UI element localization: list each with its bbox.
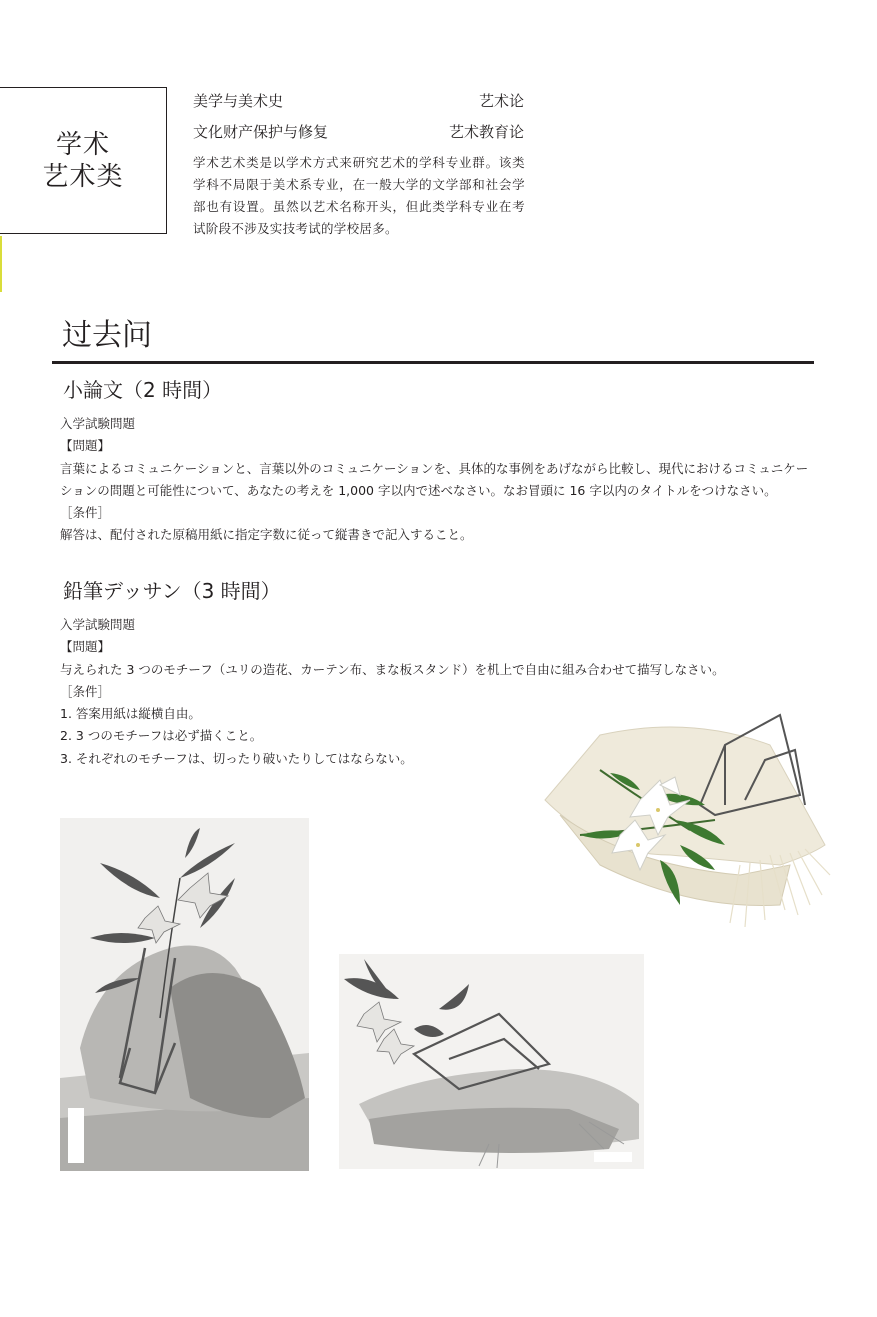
essay-line: 【問題】 [60,438,111,454]
drawing-line: 入学試験問題 [60,617,136,632]
drawing-line: ［条件］ [60,683,111,699]
section-divider [52,361,814,364]
essay-line: 言葉によるコミュニケーションと、言葉以外のコミュニケーションを、具体的な事例をあげながら比較し、現代におけるコミュニケー [60,460,809,476]
drawing-line: 1. 答案用紙は縦横自由。 [60,706,201,722]
drawing-line: 与えられた 3 つのモチーフ（ユリの造花、カーテン布、まな板スタンド）を机上で自由に組み合わせて描写しなさい。 [60,661,725,677]
sample-sketch-1 [60,818,309,1171]
subject-art-education: 艺术教育论 [448,123,524,141]
subject-conservation: 文化财产保护与修复 [193,123,329,141]
essay-line: ションの問題と可能性について、あなたの考えを 1,000 字以内で述べなさい。なお冒頭に 16 字以内のタイトルをつけなさい。 [60,482,777,498]
motif-photo-icon [540,705,835,940]
essay-body [60,413,820,547]
category-line-2: 艺术类 [42,161,124,192]
drawing-line: 3. それぞれのモチーフは、切ったり破いたりしてはならない。 [60,750,413,766]
subject-art-theory: 艺术论 [478,92,524,110]
pencil-sketch-icon [60,818,309,1171]
drawing-title: 鉛筆デッサン（3 時間） [63,579,281,603]
motif-photo [540,705,835,940]
subject-aesthetics: 美学与美术史 [193,92,284,110]
section-title: 过去问 [62,318,152,353]
category-line-1: 学术 [55,129,110,160]
category-description: 学术艺术类是以学术方式来研究艺术的学科专业群。该类学科不局限于美术系专业，在一般大学的文学部和社会学部也有设置。虽然以艺术名称开头，但此类学科专业在考试阶段不涉及实技考试的学校居多。 [193,155,525,236]
drawing-line: 2. 3 つのモチーフは必ず描くこと。 [60,728,263,744]
pencil-sketch-icon [339,954,644,1169]
accent-bar [0,236,2,292]
essay-title: 小論文（2 時間） [63,378,223,402]
essay-line: 入学試験問題 [60,416,136,431]
essay-line: ［条件］ [60,505,111,521]
essay-line: 解答は、配付された原稿用紙に指定字数に従って縦書きで記入すること。 [60,527,473,543]
category-box [0,87,167,234]
drawing-line: 【問題】 [60,639,111,655]
sample-sketch-2 [339,954,644,1169]
